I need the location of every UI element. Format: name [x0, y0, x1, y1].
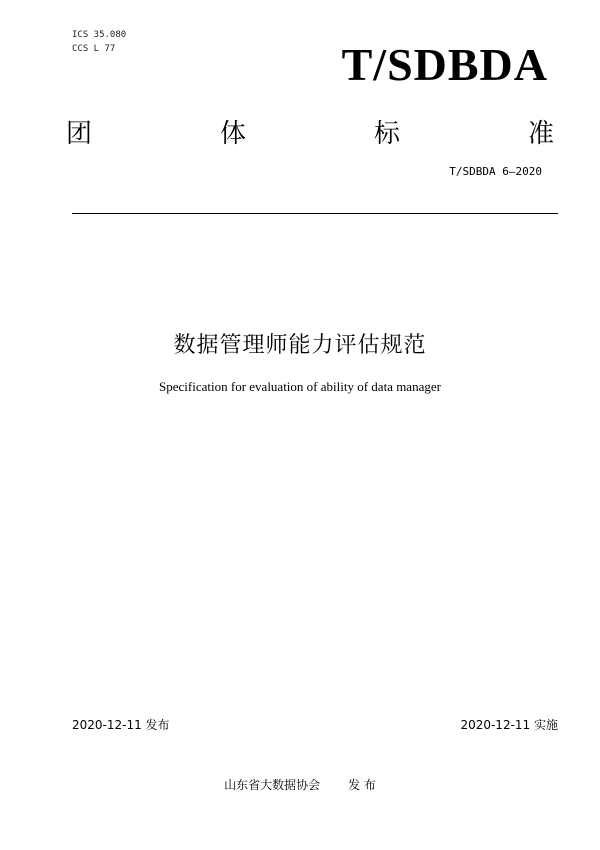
publish-date: 2020-12-11 发布: [72, 718, 170, 732]
publisher-action: 发 布: [348, 778, 376, 792]
publisher-line: [0, 776, 600, 793]
standard-brand: T/SDBDA: [341, 39, 548, 90]
classification-codes: [72, 28, 126, 56]
document-title-chinese: 数据管理师能力评估规范: [173, 333, 427, 358]
document-title-english: Specification for evaluation of ability of data manager: [159, 379, 441, 394]
ics-code: ICS 35.080: [72, 30, 127, 40]
standard-type-heading: [66, 113, 554, 150]
standard-type-char: 标: [373, 119, 400, 149]
standard-number: T/SDBDA 6—2020: [449, 165, 542, 178]
standard-type-char: 体: [219, 119, 246, 149]
standard-type-char: 团: [66, 119, 93, 149]
implementation-date: 2020-12-11 实施: [460, 718, 558, 732]
header-divider: [72, 213, 558, 214]
publisher-name: 山东省大数据协会: [224, 778, 321, 792]
standard-type-char: 准: [527, 119, 554, 149]
ccs-code: CCS L 77: [72, 44, 116, 54]
